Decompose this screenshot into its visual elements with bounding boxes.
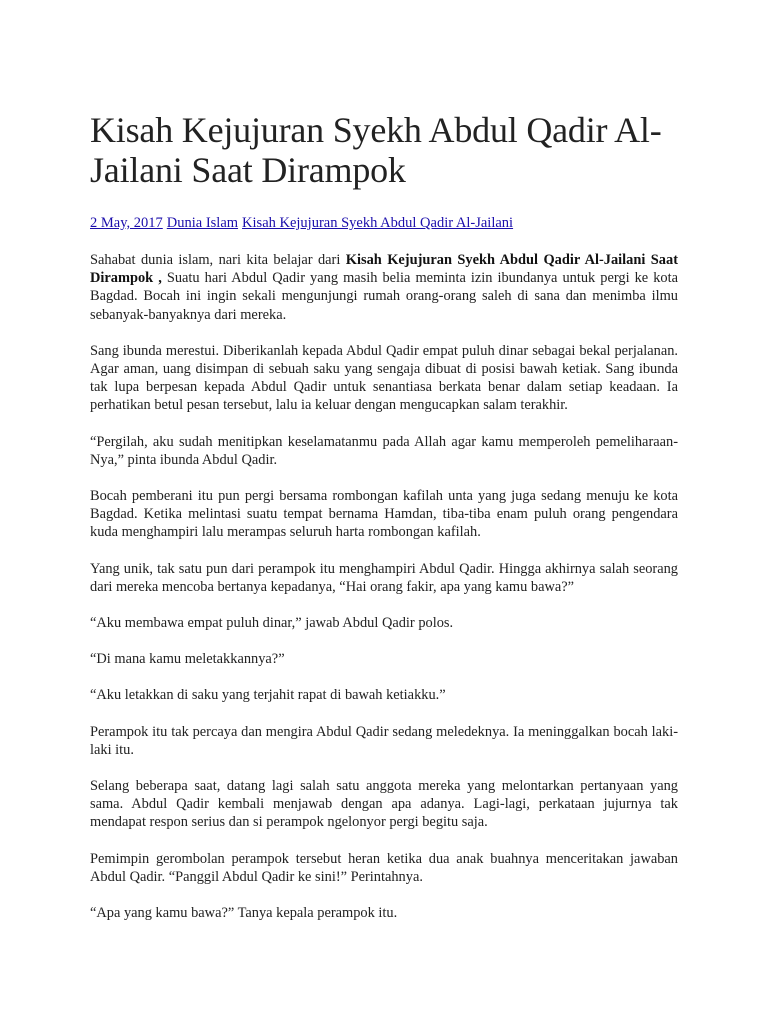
intro-bold-text: Kisah Kejujuran Syekh Abdul Qadir Al-Jailani Saat Dirampok , — [90, 252, 678, 287]
paragraph: Pemimpin gerombolan perampok tersebut heran ketika dua anak buahnya menceritakan jawaban Abdul Qadir. “Panggil Abdul Qadir ke sini!” Perintahnya. — [90, 850, 678, 885]
intro-paragraph — [90, 251, 678, 324]
intro-text-post: Suatu hari Abdul Qadir yang masih belia meminta izin ibundanya untuk pergi ke kota Bagdad. Bocah ini ingin sekali mengunjungi rumah orang-orang saleh di sana dan menimba ilmu sebanyak-banyaknya dari mereka. — [90, 270, 678, 323]
article-title-line-1: Kisah Kejujuran Syekh Abdul Qadir Al- — [90, 110, 662, 150]
paragraph: “Apa yang kamu bawa?” Tanya kepala perampok itu. — [90, 905, 398, 922]
article-title — [90, 110, 678, 190]
article-body — [90, 251, 678, 922]
paragraph: “Aku letakkan di saku yang terjahit rapat di bawah ketiakku.” — [90, 687, 446, 704]
paragraph: Sang ibunda merestui. Diberikanlah kepada Abdul Qadir empat puluh dinar sebagai bekal perjalanan. Agar aman, uang disimpan di sebuah saku yang sengaja dibuat di posisi bawah ketiak. Sang ibunda tak lupa berpesan kepada Abdul Qadir untuk senantiasa berkata benar dalam setiap keadaan. Ia perhatikan betul pesan tersebut, lalu ia keluar dengan mengucapkan salam terakhir. — [90, 342, 678, 414]
paragraph: Perampok itu tak percaya dan mengira Abdul Qadir sedang meledeknya. Ia meninggalkan bocah laki-laki itu. — [90, 723, 678, 758]
date-link[interactable]: 2 May, 2017 — [90, 215, 163, 231]
intro-text-pre: Sahabat dunia islam, nari kita belajar dari — [90, 252, 346, 268]
paragraph: “Pergilah, aku sudah menitipkan keselamatanmu pada Allah agar kamu memperoleh pemeliharaan-Nya,” pinta ibunda Abdul Qadir. — [90, 433, 678, 468]
paragraph: “Aku membawa empat puluh dinar,” jawab Abdul Qadir polos. — [90, 615, 454, 632]
article-title-line-2: Jailani Saat Dirampok — [90, 150, 406, 190]
article-meta — [90, 214, 678, 232]
paragraph: Yang unik, tak satu pun dari perampok itu menghampiri Abdul Qadir. Hingga akhirnya salah seorang dari mereka mencoba bertanya kepadanya, “Hai orang fakir, apa yang kamu bawa?” — [90, 560, 678, 595]
tag-link[interactable]: Kisah Kejujuran Syekh Abdul Qadir Al-Jailani — [242, 215, 514, 231]
category-link[interactable]: Dunia Islam — [166, 215, 239, 231]
paragraph: Selang beberapa saat, datang lagi salah satu anggota mereka yang melontarkan pertanyaan yang sama. Abdul Qadir kembali menjawab dengan apa adanya. Lagi-lagi, perkataan jujurnya tak mendapat respon serius dan si perampok ngelonyor pergi begitu saja. — [90, 778, 678, 831]
paragraph: Bocah pemberani itu pun pergi bersama rombongan kafilah unta yang juga sedang menuju ke kota Bagdad. Ketika melintasi suatu tempat bernama Hamdan, tiba-tiba enam puluh orang pengendara kuda menghampiri lalu merampas seluruh harta rombongan kafilah. — [90, 488, 678, 541]
paragraph: “Di mana kamu meletakkannya?” — [90, 651, 285, 668]
